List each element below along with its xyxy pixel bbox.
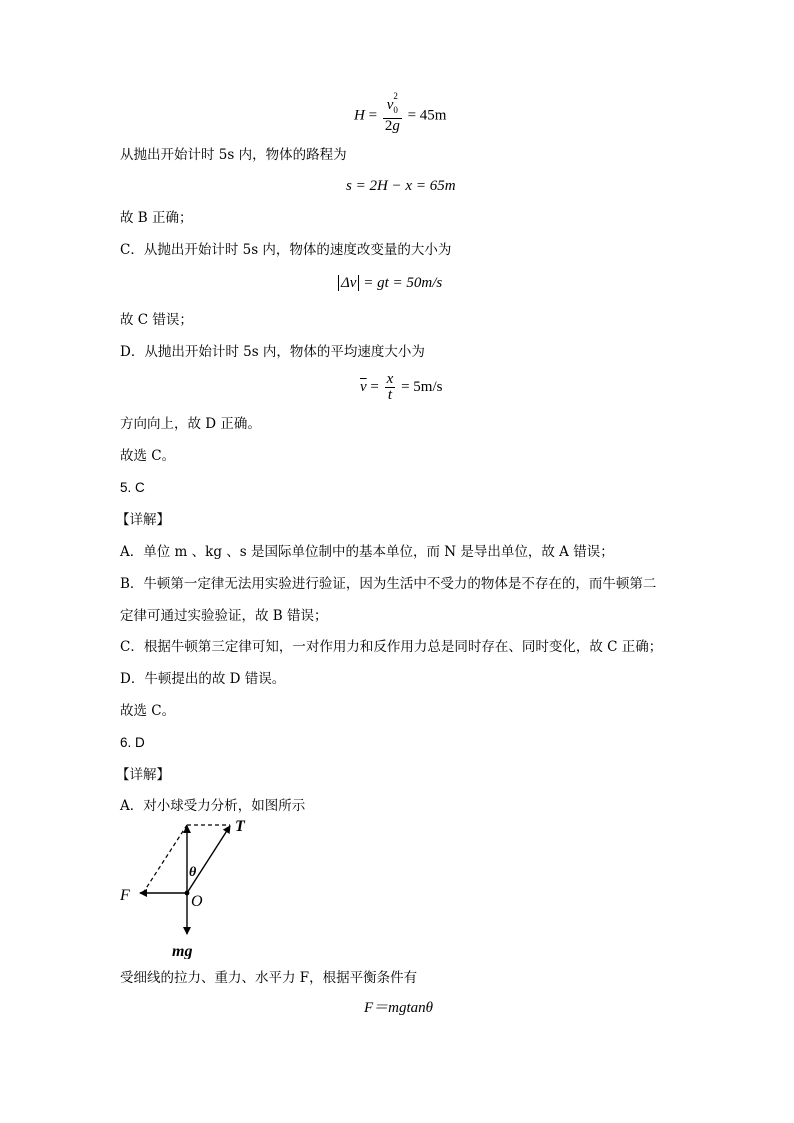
paragraph: C．根据牛顿第三定律可知，一对作用力和反作用力总是同时存在、同时变化，故 C 正确； — [120, 639, 663, 655]
question-number: 6. D — [120, 735, 145, 750]
paragraph: 故选 C。 — [120, 703, 176, 719]
equation-path: s = 2H − x = 65m — [346, 178, 456, 194]
paragraph: 从抛出开始计时 5s 内，物体的路程为 — [120, 147, 347, 163]
paragraph: 方向向上，故 D 正确。 — [120, 416, 261, 432]
equation-average-velocity: $\overline{v}$ = $\frac{x}{t}$ = 5m/s — [360, 371, 443, 403]
label-theta: θ — [189, 865, 197, 880]
paragraph: 故 C 错误； — [120, 312, 193, 328]
equation-height: H = $v_0$ 2 2g = 45m — [354, 91, 447, 134]
equation-velocity-change: Δv = gt = 50m/s — [338, 274, 442, 292]
paragraph: A．对小球受力分析，如图所示 — [120, 798, 306, 814]
question-number: 5. C — [120, 480, 145, 495]
fraction: $\frac{x}{t}$ — [386, 371, 394, 403]
label-o: O — [191, 893, 203, 910]
label-f: F — [120, 887, 130, 904]
paragraph: D．牛顿提出的故 D 错误。 — [120, 671, 286, 687]
paragraph: 定律可通过实验验证，故 B 错误； — [120, 608, 328, 624]
label-t: T — [235, 818, 245, 835]
label-mg: mg — [172, 943, 193, 959]
paragraph: A．单位 m 、kg 、s 是国际单位制中的基本单位，而 N 是导出单位，故 A 错误； — [120, 544, 614, 560]
section-heading: 【详解】 — [116, 767, 170, 783]
point-o — [185, 891, 190, 896]
paragraph: C．从抛出开始计时 5s 内，物体的速度改变量的大小为 — [120, 242, 452, 258]
equation-balance: F＝mgtanθ — [364, 1000, 434, 1016]
paragraph: 故选 C。 — [120, 448, 176, 464]
force-diagram — [112, 814, 272, 959]
paragraph: D．从抛出开始计时 5s 内，物体的平均速度大小为 — [120, 344, 425, 360]
paragraph: 受细线的拉力、重力、水平力 F，根据平衡条件有 — [120, 970, 418, 986]
paragraph: 故 B 正确； — [120, 210, 193, 226]
paragraph: B．牛顿第一定律无法用实验进行验证，因为生活中不受力的物体是不存在的，而牛顿第二 — [120, 576, 657, 592]
section-heading: 【详解】 — [116, 512, 170, 528]
fraction: $v_0$ 2 2g — [384, 91, 400, 134]
tension-arrow — [187, 826, 230, 893]
dashed-diagonal-line — [143, 825, 187, 893]
